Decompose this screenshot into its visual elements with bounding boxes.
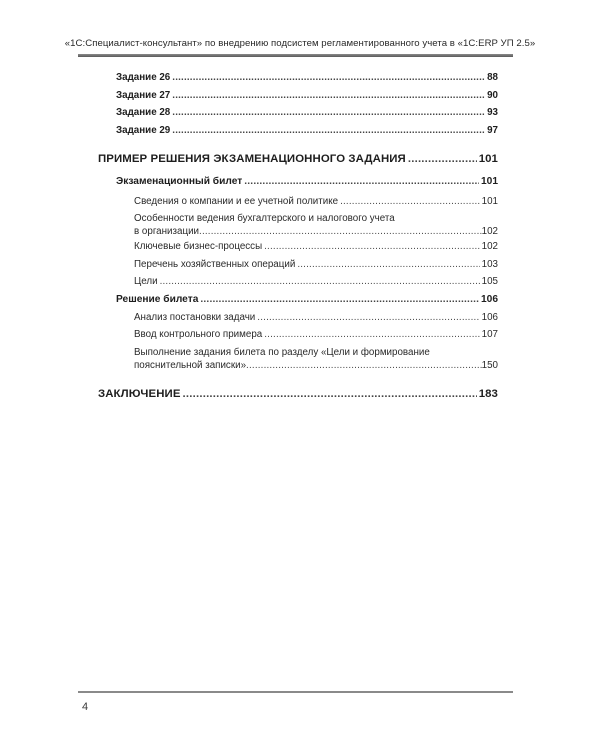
dot-leader bbox=[172, 107, 485, 118]
toc-entry-title-line1: Особенности ведения бухгалтерского и налогового учета bbox=[134, 213, 395, 224]
toc-entry-page: 106 bbox=[481, 312, 498, 323]
toc-item-task-analysis[interactable] bbox=[134, 312, 498, 323]
toc-entry-page: 183 bbox=[478, 388, 498, 400]
dot-leader bbox=[297, 259, 479, 270]
toc-item-operations-list[interactable] bbox=[134, 259, 498, 270]
toc-entry-page: 102 bbox=[481, 241, 498, 252]
dot-leader bbox=[408, 153, 477, 165]
toc-entry-title: Перечень хозяйственных операций bbox=[134, 259, 296, 270]
toc-entry-page: 97 bbox=[487, 125, 498, 136]
toc-entry-page: 102 bbox=[481, 226, 498, 237]
toc-entry-title: Сведения о компании и ее учетной политике bbox=[134, 196, 339, 207]
running-header: «1С:Специалист-консультант» по внедрению подсистем регламентированного учета в «1С:ERP УП 2.5» bbox=[64, 38, 536, 49]
toc-entry-title: Экзаменационный билет bbox=[116, 176, 243, 187]
dot-leader bbox=[340, 196, 480, 207]
dot-leader bbox=[200, 294, 479, 305]
toc-chapter-example[interactable] bbox=[98, 153, 498, 165]
toc-entry-title: Ввод контрольного примера bbox=[134, 329, 263, 340]
toc-chapter-conclusion[interactable] bbox=[98, 388, 498, 400]
toc-item-company-info[interactable] bbox=[134, 196, 498, 207]
dot-leader bbox=[160, 276, 480, 287]
toc-entry-task-29[interactable] bbox=[116, 125, 498, 136]
toc-entry-page: 105 bbox=[481, 276, 498, 287]
toc-entry-title-line1: Выполнение задания билета по разделу «Цели и формирование bbox=[134, 347, 430, 358]
toc-item-control-example[interactable] bbox=[134, 329, 498, 340]
toc-entry-title-line2: пояснительной записки» bbox=[134, 360, 247, 371]
toc-entry-page: 101 bbox=[481, 176, 498, 187]
toc-entry-page: 150 bbox=[481, 360, 498, 371]
toc-entry-title: Задание 28 bbox=[116, 107, 171, 118]
toc-entry-page: 107 bbox=[481, 329, 498, 340]
dot-leader bbox=[172, 125, 485, 136]
toc-entry-task-28[interactable] bbox=[116, 107, 498, 118]
toc-entry-title: Задание 26 bbox=[116, 72, 171, 83]
toc-entry-title: Задание 27 bbox=[116, 90, 171, 101]
toc-entry-title: ЗАКЛЮЧЕНИЕ bbox=[98, 388, 181, 400]
toc-entry-page: 103 bbox=[481, 259, 498, 270]
dot-leader bbox=[183, 388, 477, 400]
toc-entry-page: 101 bbox=[478, 153, 498, 165]
dot-leader bbox=[172, 72, 485, 83]
header-rule bbox=[78, 54, 513, 57]
dot-leader bbox=[257, 312, 479, 323]
toc-entry-task-26[interactable] bbox=[116, 72, 498, 83]
toc-entry-title: Цели bbox=[134, 276, 158, 287]
toc-entry-title: Анализ постановки задачи bbox=[134, 312, 256, 323]
toc-item-accounting-features[interactable] bbox=[134, 213, 498, 237]
toc-entry-title: Задание 29 bbox=[116, 125, 171, 136]
page-number: 4 bbox=[82, 701, 89, 713]
footer-rule bbox=[78, 691, 513, 693]
toc-entry-page: 106 bbox=[481, 294, 498, 305]
toc-entry-title-line2: в организации bbox=[134, 226, 200, 237]
toc-item-goals[interactable] bbox=[134, 276, 498, 287]
toc-entry-title: Ключевые бизнес-процессы bbox=[134, 241, 263, 252]
toc-section-solution[interactable] bbox=[116, 294, 498, 305]
toc-entry-page: 90 bbox=[487, 90, 498, 101]
toc-section-ticket[interactable] bbox=[116, 176, 498, 187]
toc-entry-title: ПРИМЕР РЕШЕНИЯ ЭКЗАМЕНАЦИОННОГО ЗАДАНИЯ bbox=[98, 153, 406, 165]
toc-entry-title: Решение билета bbox=[116, 294, 199, 305]
dot-leader bbox=[244, 176, 479, 187]
toc-entry-page: 88 bbox=[487, 72, 498, 83]
dot-leader bbox=[199, 226, 482, 237]
dot-leader bbox=[172, 90, 485, 101]
toc-item-goals-assignment[interactable] bbox=[134, 347, 498, 371]
dot-leader bbox=[264, 329, 479, 340]
toc-entry-task-27[interactable] bbox=[116, 90, 498, 101]
toc-item-business-processes[interactable] bbox=[134, 241, 498, 252]
dot-leader bbox=[246, 360, 482, 371]
toc-entry-page: 101 bbox=[481, 196, 498, 207]
dot-leader bbox=[264, 241, 480, 252]
toc-entry-page: 93 bbox=[487, 107, 498, 118]
